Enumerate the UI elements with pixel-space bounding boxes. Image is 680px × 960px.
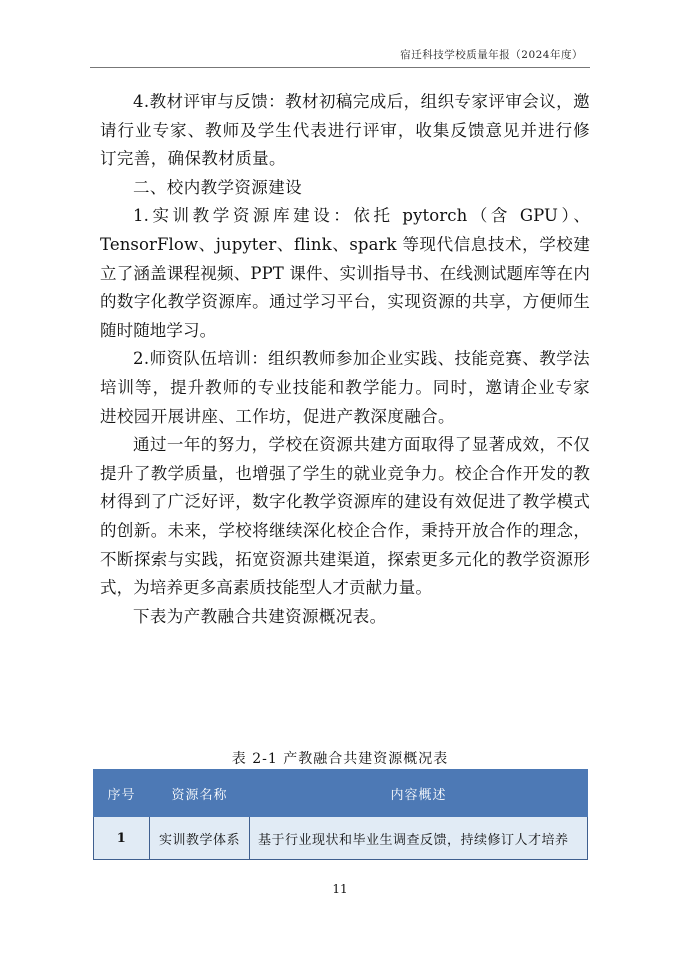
header-divider <box>90 67 590 68</box>
body-text <box>100 88 590 631</box>
table-caption: 表 2-1 产教融合共建资源概况表 <box>231 751 449 767</box>
table-cell-index: 1 <box>94 817 150 860</box>
paragraph-summary: 通过一年的努力，学校在资源共建方面取得了显著成效，不仅提升了教学质量，也增强了学生的就业竞争力。校企合作开发的教材得到了广泛好评，数字化教学资源库的建设有效促进了教学模式的创新。未来，学校将继续深化校企合作，秉持开放合作的理念，不断探索与实践，拓宽资源共建渠道，探索更多元化的教学资源形式，为培养更多高素质技能型人才贡献力量。 <box>100 435 590 598</box>
page-number: 11 <box>332 882 348 896</box>
running-header: 宿迁科技学校质量年报（2024年度） <box>400 49 583 61</box>
table-cell-name: 实训教学体系 <box>150 817 250 860</box>
column-header-description: 内容概述 <box>250 770 588 817</box>
table-row <box>94 817 588 860</box>
section-heading-resources: 二、校内教学资源建设 <box>133 177 302 197</box>
paragraph-table-intro: 下表为产教融合共建资源概况表。 <box>133 606 387 626</box>
paragraph-teacher-training: 2.师资队伍培训：组织教师参加企业实践、技能竞赛、教学法培训等，提升教师的专业技能和教学能力。同时，邀请企业专家进校园开展讲座、工作坊，促进产教深度融合。 <box>100 349 590 426</box>
paragraph-textbook-review: 4.教材评审与反馈：教材初稿完成后，组织专家评审会议，邀请行业专家、教师及学生代表进行评审，收集反馈意见并进行修订完善，确保教材质量。 <box>100 92 590 169</box>
column-header-index: 序号 <box>94 770 150 817</box>
column-header-name: 资源名称 <box>150 770 250 817</box>
table-header-row <box>94 770 588 817</box>
paragraph-resource-library: 1.实训教学资源库建设：依托 pytorch（含 GPU）、TensorFlow、jupyter、flink、spark 等现代信息技术，学校建立了涵盖课程视频、PPT 课件、实训指导书、在线测试题库等在内的数字化教学资源库。通过学习平台，实现资源的共享，方便师生随时随地学习。 <box>100 206 590 340</box>
resource-table <box>93 769 588 860</box>
table-cell-description: 基于行业现状和毕业生调查反馈，持续修订人才培养 <box>250 817 588 860</box>
